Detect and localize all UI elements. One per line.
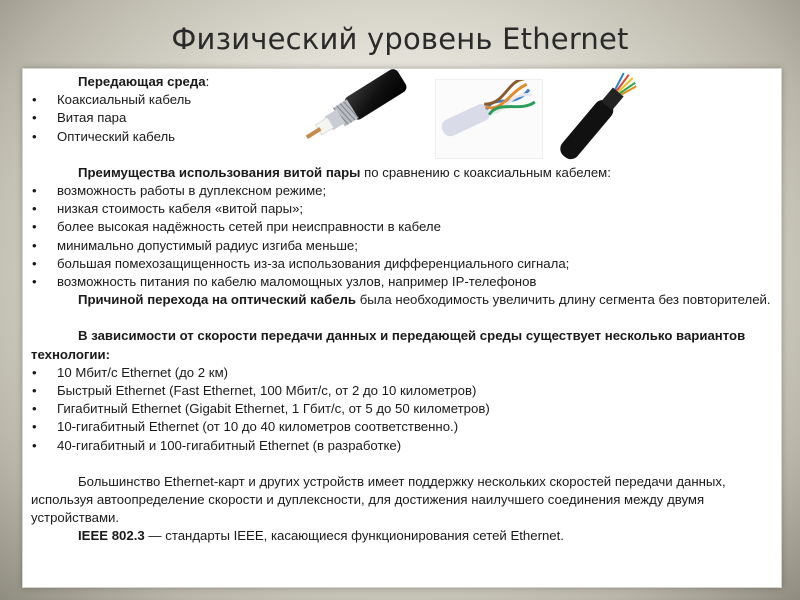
advantages-heading: Преимущества использования витой пары по сравнению с коаксиальным кабелем: — [78, 164, 611, 180]
slide-title: Физический уровень Ethernet — [171, 22, 629, 56]
media-item: • Коаксиальный кабель — [31, 91, 779, 109]
advantage-item: • низкая стоимость кабеля «витой пары»; — [31, 200, 779, 218]
ieee-line: IEEE 802.3 — стандарты IEEE, касающиеся функционирования сетей Ethernet. — [78, 528, 564, 544]
speed-item: • 10 Мбит/с Ethernet (до 2 км) — [31, 364, 779, 382]
advantage-item: • большая помехозащищенность из-за использования дифференциального сигнала; — [31, 255, 779, 273]
advantage-item: • возможность питания по кабелю маломощных узлов, например IP-телефонов — [31, 273, 779, 291]
autoneg-paragraph: Большинство Ethernet-карт и других устройств имеет поддержку нескольких скоростей передачи данных, используя автоопределение скорости и дуплексности, для достижения наилучшего соединения между двумя устройствами. — [31, 473, 726, 526]
advantage-item: • более высокая надёжность сетей при неисправности в кабеле — [31, 218, 779, 236]
speeds-heading: В зависимости от скорости передачи данных и передающей среды существует несколько вариантов технологии: — [31, 328, 746, 362]
media-item: • Витая пара — [31, 109, 779, 127]
content-panel — [22, 68, 782, 588]
media-item: • Оптический кабель — [31, 128, 779, 146]
advantage-item: • возможность работы в дуплексном режиме; — [31, 182, 779, 200]
speed-item: • Быстрый Ethernet (Fast Ethernet, 100 Мбит/с, от 2 до 10 километров) — [31, 382, 779, 400]
speed-item: • 40-гигабитный и 100-гигабитный Ethernet (в разработке) — [31, 437, 779, 455]
slide-body — [31, 73, 779, 546]
optical-paragraph: Причиной перехода на оптический кабель была необходимость увеличить длину сегмента без повторителей. — [78, 292, 771, 308]
media-heading: Передающая среда: — [78, 74, 210, 89]
speed-item: • 10-гигабитный Ethernet (от 10 до 40 километров соответственно.) — [31, 418, 779, 436]
advantage-item: • минимально допустимый радиус изгиба меньше; — [31, 237, 779, 255]
speed-item: • Гигабитный Ethernet (Gigabit Ethernet, 1 Гбит/с, от 5 до 50 километров) — [31, 400, 779, 418]
